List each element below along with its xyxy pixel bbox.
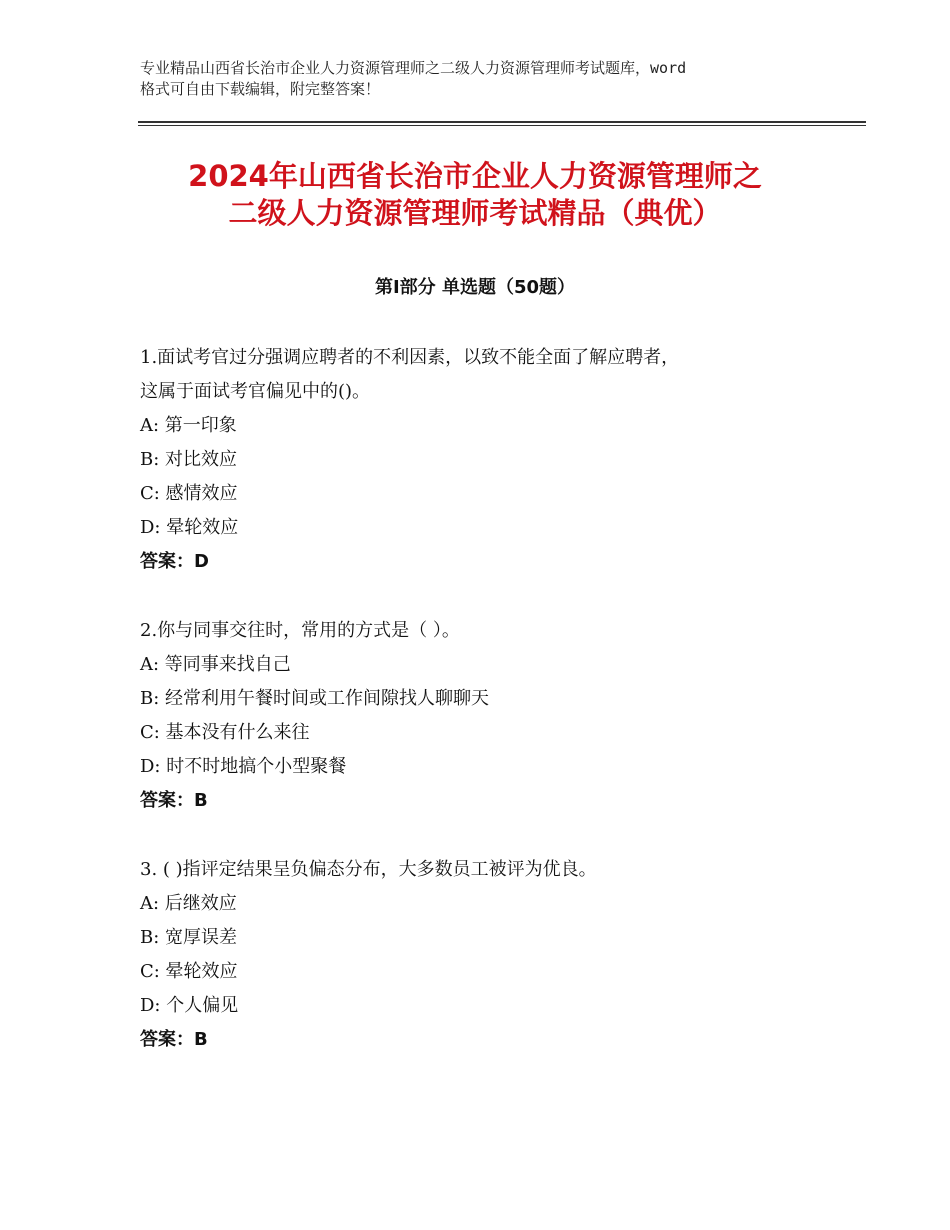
document-title-line-2: 二级人力资源管理师考试精品（典优） bbox=[228, 196, 722, 230]
question-stem-line-1: 3. ( )指评定结果呈负偏态分布，大多数员工被评为优良。 bbox=[140, 859, 597, 880]
option-a: A: 等同事来找自己 bbox=[140, 654, 291, 675]
answer: 答案：B bbox=[140, 1029, 208, 1050]
question-1 bbox=[140, 341, 860, 579]
header-note-line-1: 专业精品山西省长治市企业人力资源管理师之二级人力资源管理师考试题库，word bbox=[140, 59, 687, 77]
option-b: B: 宽厚误差 bbox=[140, 927, 238, 948]
answer: 答案：D bbox=[140, 551, 209, 572]
question-2 bbox=[140, 614, 860, 818]
option-d: D: 时不时地搞个小型聚餐 bbox=[140, 756, 347, 777]
option-c: C: 晕轮效应 bbox=[140, 961, 238, 982]
option-b: B: 对比效应 bbox=[140, 449, 238, 470]
document-title-line-1: 2024年山西省长治市企业人力资源管理师之 bbox=[188, 159, 762, 193]
answer: 答案：B bbox=[140, 790, 208, 811]
option-d: D: 晕轮效应 bbox=[140, 517, 239, 538]
question-stem-line-2: 这属于面试考官偏见中的()。 bbox=[140, 381, 371, 402]
section-heading: 第Ⅰ部分 单选题（50题） bbox=[374, 277, 575, 298]
option-b: B: 经常利用午餐时间或工作间隙找人聊聊天 bbox=[140, 688, 490, 709]
document-title bbox=[60, 158, 890, 232]
option-a: A: 后继效应 bbox=[140, 893, 237, 914]
question-stem-line-1: 2.你与同事交往时，常用的方式是（ ）。 bbox=[140, 620, 460, 641]
header-rule-thin bbox=[138, 125, 866, 126]
header-note-line-2: 格式可自由下载编辑，附完整答案！ bbox=[140, 80, 381, 98]
option-a: A: 第一印象 bbox=[140, 415, 237, 436]
header-note bbox=[140, 58, 830, 100]
header-rule-thick bbox=[138, 121, 866, 123]
question-stem-line-1: 1.面试考官过分强调应聘者的不利因素，以致不能全面了解应聘者， bbox=[140, 347, 680, 368]
option-c: C: 感情效应 bbox=[140, 483, 238, 504]
option-d: D: 个人偏见 bbox=[140, 995, 239, 1016]
question-3 bbox=[140, 853, 860, 1057]
option-c: C: 基本没有什么来往 bbox=[140, 722, 310, 743]
